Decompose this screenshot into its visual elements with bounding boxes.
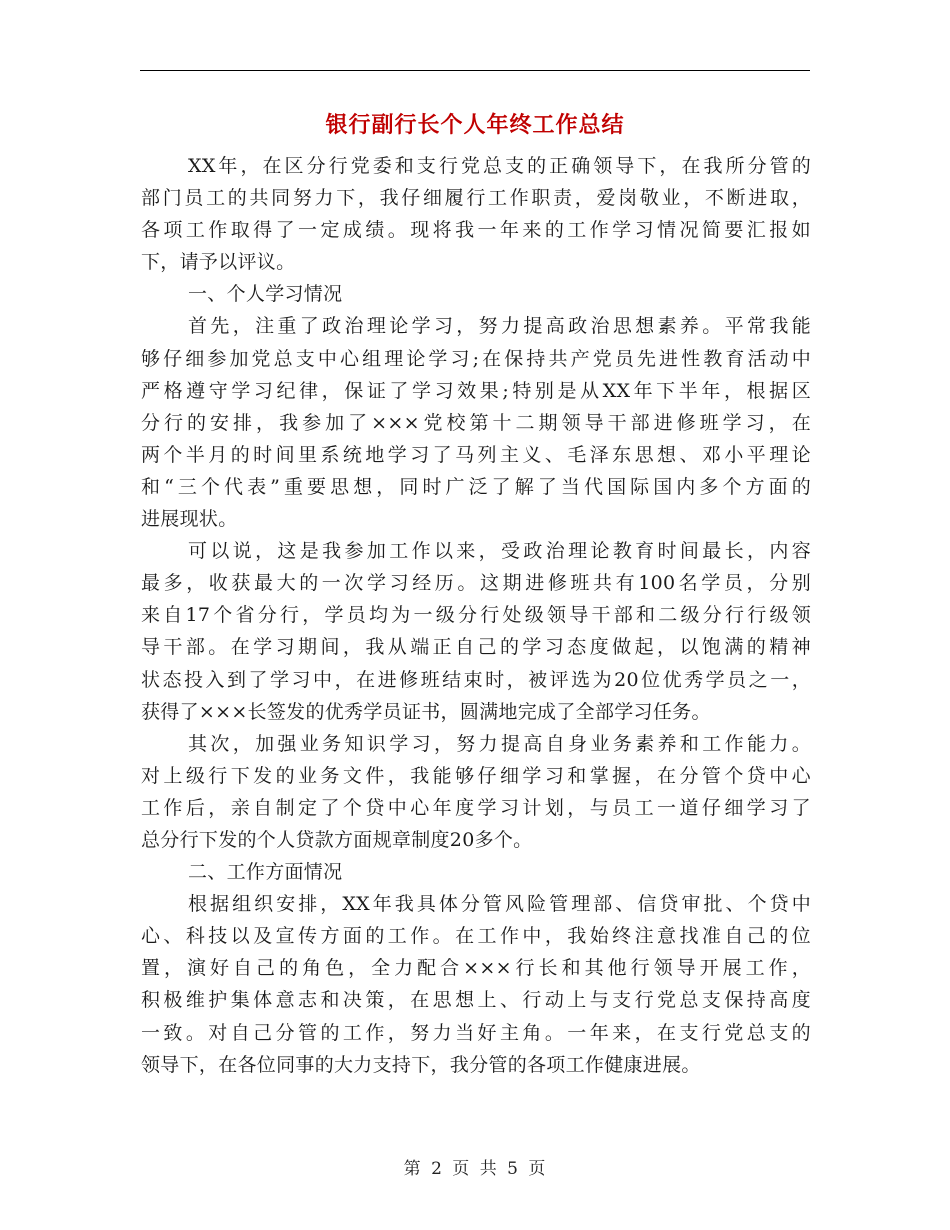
- text-line: 获得了×××长签发的优秀学员证书，圆满地完成了全部学习任务。: [141, 700, 711, 723]
- text-line: 一致。对自己分管的工作，努力当好主角。一年来，在支行党总支的: [141, 1021, 811, 1044]
- text-line: 总分行下发的个人贷款方面规章制度20多个。: [141, 828, 533, 851]
- header-rule: [140, 70, 810, 71]
- text-line: 下，请予以评议。: [141, 251, 296, 274]
- text-line: 各项工作取得了一定成绩。现将我一年来的工作学习情况简要汇报如: [141, 219, 811, 242]
- text-line: 部门员工的共同努力下，我仔细履行工作职责，爱岗敬业，不断进取，: [141, 187, 811, 210]
- page-footer: 第 2 页 共 5 页: [403, 1159, 547, 1179]
- text-line: 导干部。在学习期间，我从端正自己的学习态度做起，以饱满的精神: [141, 636, 811, 659]
- text-line: 可以说，这是我参加工作以来，受政治理论教育时间最长，内容: [188, 540, 811, 563]
- text-line: 对上级行下发的业务文件，我能够仔细学习和掌握，在分管个贷中心: [141, 764, 811, 787]
- text-line: 首先，注重了政治理论学习，努力提高政治思想素养。平常我能: [188, 315, 811, 338]
- text-line: 两个半月的时间里系统地学习了马列主义、毛泽东思想、邓小平理论: [141, 443, 811, 466]
- text-line: 积极维护集体意志和决策，在思想上、行动上与支行党总支保持高度: [141, 989, 811, 1012]
- text-line: 最多，收获最大的一次学习经历。这期进修班共有100名学员，分别: [141, 572, 811, 595]
- text-line: XX年，在区分行党委和支行党总支的正确领导下，在我所分管的: [188, 155, 811, 177]
- text-line: 分行的安排，我参加了×××党校第十二期领导干部进修班学习，在: [141, 411, 811, 434]
- text-line: 来自17个省分行，学员均为一级分行处级领导干部和二级分行行级领: [141, 604, 811, 627]
- text-line: 领导下，在各位同事的大力支持下，我分管的各项工作健康进展。: [141, 1053, 701, 1076]
- text-line: 一、个人学习情况: [188, 283, 343, 306]
- text-line: 工作后，亲自制定了个贷中心年度学习计划，与员工一道仔细学习了: [141, 796, 811, 819]
- text-line: 根据组织安排，XX年我具体分管风险管理部、信贷审批、个贷中: [188, 893, 811, 916]
- text-line: 严格遵守学习纪律，保证了学习效果;特别是从XX年下半年，根据区: [141, 379, 811, 402]
- text-line: 进展现状。: [141, 508, 238, 531]
- text-line: 状态投入到了学习中，在进修班结束时，被评选为20位优秀学员之一，: [141, 668, 811, 691]
- document-body: [141, 150, 811, 1081]
- document-title: 银行副行长个人年终工作总结: [325, 113, 625, 138]
- text-line: 其次，加强业务知识学习，努力提高自身业务素养和工作能力。: [188, 732, 811, 755]
- text-line: 够仔细参加党总支中心组理论学习;在保持共产党员先进性教育活动中: [141, 347, 811, 370]
- text-line: 二、工作方面情况: [188, 861, 343, 884]
- text-line: 心、科技以及宣传方面的工作。在工作中，我始终注意找准自己的位: [141, 925, 811, 948]
- text-line: 置，演好自己的角色，全力配合×××行长和其他行领导开展工作，: [141, 957, 811, 980]
- text-line: 和“三个代表”重要思想，同时广泛了解了当代国际国内多个方面的: [141, 475, 811, 498]
